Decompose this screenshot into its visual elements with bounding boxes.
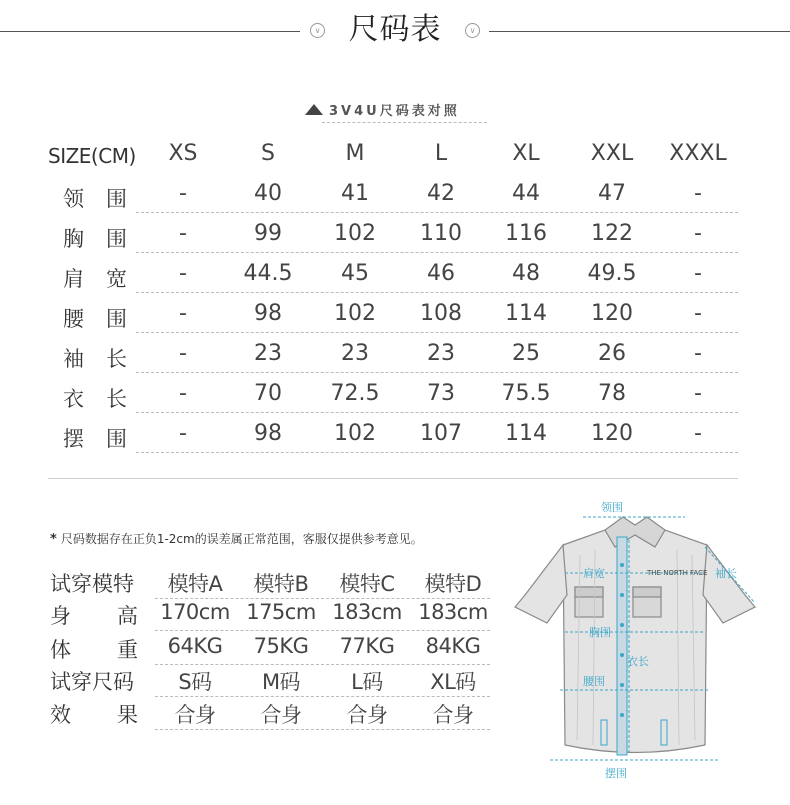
size-value-cell: 107 bbox=[420, 421, 462, 446]
row-label-char: 肩 bbox=[63, 267, 84, 291]
size-table-row bbox=[48, 295, 738, 335]
label-shoulder: 肩宽 bbox=[583, 567, 605, 580]
size-value-cell: - bbox=[179, 341, 187, 366]
row-dashed-rule bbox=[136, 292, 738, 293]
row-label-char: 身 bbox=[50, 604, 71, 628]
row-label-char: 果 bbox=[117, 703, 138, 727]
size-value-cell: 23 bbox=[427, 341, 455, 366]
size-table-row bbox=[48, 375, 738, 415]
label-length: 衣长 bbox=[627, 655, 649, 668]
row-label-char: 胸 bbox=[63, 227, 84, 251]
label-collar: 领围 bbox=[601, 501, 623, 514]
header-rule-left bbox=[0, 31, 300, 32]
size-header-cell: XXL bbox=[590, 141, 634, 166]
size-value-cell: 25 bbox=[512, 341, 540, 366]
size-value-cell: 23 bbox=[254, 341, 282, 366]
row-label-char: 袖 bbox=[63, 347, 84, 371]
row-dashed-rule bbox=[136, 372, 738, 373]
size-header-cell: M bbox=[345, 141, 365, 166]
label-sleeve: 袖长 bbox=[715, 567, 737, 580]
size-value-cell: 47 bbox=[598, 181, 626, 206]
model-table-row bbox=[50, 664, 490, 697]
model-value-cell: 合身 bbox=[346, 703, 388, 727]
row-dashed-rule bbox=[136, 212, 738, 213]
size-header-cell: S bbox=[261, 141, 275, 166]
size-value-cell: 72.5 bbox=[330, 381, 380, 406]
size-value-cell: 48 bbox=[512, 261, 540, 286]
size-header-cell: L bbox=[434, 141, 448, 166]
row-label-char: 高 bbox=[117, 604, 138, 628]
row-label-char: 长 bbox=[106, 387, 127, 411]
size-table-row bbox=[48, 215, 738, 255]
row-label-char: 围 bbox=[106, 227, 127, 251]
size-header-cell: XXXL bbox=[669, 141, 727, 166]
model-value-cell: S码 bbox=[178, 670, 212, 694]
size-value-cell: - bbox=[179, 221, 187, 246]
row-label-char: 体 bbox=[50, 638, 71, 662]
row-label-char: 宽 bbox=[106, 267, 127, 291]
model-table-row bbox=[50, 697, 490, 730]
size-value-cell: 70 bbox=[254, 381, 282, 406]
size-value-cell: 110 bbox=[420, 221, 462, 246]
model-value-cell: 模特B bbox=[253, 572, 309, 596]
size-value-cell: 40 bbox=[254, 181, 282, 206]
row-label-char: 腰 bbox=[63, 307, 84, 331]
size-value-cell: 102 bbox=[334, 421, 376, 446]
row-label-char: 重 bbox=[117, 638, 138, 662]
shirt-measurement-diagram bbox=[505, 495, 785, 795]
model-value-cell: 模特D bbox=[424, 572, 482, 596]
section-divider bbox=[48, 478, 738, 479]
size-table-row bbox=[48, 335, 738, 375]
row-dashed-rule bbox=[136, 332, 738, 333]
size-value-cell: 73 bbox=[427, 381, 455, 406]
size-value-cell: 102 bbox=[334, 301, 376, 326]
size-value-cell: - bbox=[694, 221, 702, 246]
row-label-char: 试穿尺码 bbox=[50, 670, 134, 694]
chevron-down-icon: ∨ bbox=[465, 23, 480, 38]
header-rule-right bbox=[489, 31, 790, 32]
model-value-cell: 183cm bbox=[332, 600, 402, 624]
note-text: 尺码数据存在正负1-2cm的误差属正常范围，客服仅提供参考意见。 bbox=[60, 532, 423, 546]
model-value-cell: XL码 bbox=[430, 670, 476, 694]
size-value-cell: 98 bbox=[254, 301, 282, 326]
size-value-cell: - bbox=[179, 261, 187, 286]
model-value-cell: 合身 bbox=[260, 703, 302, 727]
size-value-cell: 99 bbox=[254, 221, 282, 246]
label-chest: 胸围 bbox=[589, 626, 611, 639]
shirt-illustration bbox=[505, 495, 785, 795]
size-value-cell: 26 bbox=[598, 341, 626, 366]
size-value-cell: 122 bbox=[591, 221, 633, 246]
page-title: 尺码表 bbox=[348, 12, 442, 47]
size-header-cell: XL bbox=[512, 141, 540, 166]
model-value-cell: L码 bbox=[351, 670, 383, 694]
size-table-row bbox=[48, 255, 738, 295]
size-value-cell: 78 bbox=[598, 381, 626, 406]
size-table-header bbox=[48, 135, 738, 175]
row-label-char: 摆 bbox=[63, 427, 84, 451]
note-asterisk: * bbox=[50, 532, 57, 547]
model-value-cell: 模特A bbox=[167, 572, 223, 596]
row-label-char: 围 bbox=[106, 307, 127, 331]
model-value-cell: 75KG bbox=[253, 634, 309, 658]
size-value-cell: - bbox=[694, 421, 702, 446]
row-label-char: 围 bbox=[106, 427, 127, 451]
model-value-cell: 64KG bbox=[167, 634, 223, 658]
model-value-cell: 77KG bbox=[339, 634, 395, 658]
model-value-cell: 183cm bbox=[418, 600, 488, 624]
model-value-cell: 合身 bbox=[174, 703, 216, 727]
model-value-cell: 175cm bbox=[246, 600, 316, 624]
row-dashed-rule bbox=[136, 252, 738, 253]
row-dashed-rule bbox=[155, 630, 490, 631]
row-label-char: 衣 bbox=[63, 387, 84, 411]
model-value-cell: M码 bbox=[261, 670, 301, 694]
model-value-cell: 模特C bbox=[339, 572, 395, 596]
size-value-cell: 116 bbox=[505, 221, 547, 246]
size-value-cell: 120 bbox=[591, 301, 633, 326]
size-value-cell: 102 bbox=[334, 221, 376, 246]
size-value-cell: - bbox=[179, 421, 187, 446]
size-value-cell: - bbox=[179, 181, 187, 206]
size-value-cell: 98 bbox=[254, 421, 282, 446]
row-label-char: 围 bbox=[106, 187, 127, 211]
size-value-cell: 44.5 bbox=[243, 261, 293, 286]
model-table-row bbox=[50, 566, 490, 599]
subtitle-text: 3V4U尺码表对照 bbox=[329, 104, 460, 119]
size-value-cell: 45 bbox=[341, 261, 369, 286]
model-table-row bbox=[50, 632, 490, 665]
row-label-char: 效 bbox=[50, 703, 71, 727]
row-dashed-rule bbox=[136, 412, 738, 413]
mountain-icon bbox=[305, 104, 323, 115]
size-value-cell: - bbox=[694, 261, 702, 286]
size-value-cell: 120 bbox=[591, 421, 633, 446]
model-table-row bbox=[50, 598, 490, 631]
size-table-corner: SIZE(CM) bbox=[48, 144, 136, 168]
size-value-cell: - bbox=[179, 381, 187, 406]
row-label-char: 长 bbox=[106, 347, 127, 371]
model-value-cell: 合身 bbox=[432, 703, 474, 727]
subtitle-underline bbox=[322, 122, 487, 123]
size-value-cell: 114 bbox=[505, 301, 547, 326]
size-table-row bbox=[48, 415, 738, 455]
size-value-cell: 46 bbox=[427, 261, 455, 286]
section-subtitle bbox=[305, 100, 460, 119]
row-dashed-rule bbox=[155, 729, 490, 730]
chevron-down-icon: ∨ bbox=[310, 23, 325, 38]
label-waist: 腰围 bbox=[583, 675, 605, 688]
svg-text:THE NORTH FACE: THE NORTH FACE bbox=[647, 569, 708, 577]
size-value-cell: 114 bbox=[505, 421, 547, 446]
size-value-cell: 23 bbox=[341, 341, 369, 366]
model-value-cell: 170cm bbox=[160, 600, 230, 624]
label-hem: 摆围 bbox=[605, 767, 627, 780]
model-value-cell: 84KG bbox=[425, 634, 481, 658]
size-value-cell: - bbox=[694, 341, 702, 366]
size-table-row bbox=[48, 175, 738, 215]
row-dashed-rule bbox=[136, 452, 738, 453]
row-label-char: 试穿模特 bbox=[50, 572, 134, 596]
size-value-cell: 44 bbox=[512, 181, 540, 206]
size-header-cell: XS bbox=[168, 141, 198, 166]
size-value-cell: - bbox=[694, 181, 702, 206]
row-label-char: 领 bbox=[63, 187, 84, 211]
size-value-cell: 49.5 bbox=[587, 261, 637, 286]
size-note bbox=[50, 530, 423, 547]
size-value-cell: 75.5 bbox=[501, 381, 551, 406]
size-value-cell: 41 bbox=[341, 181, 369, 206]
size-value-cell: 108 bbox=[420, 301, 462, 326]
size-value-cell: 42 bbox=[427, 181, 455, 206]
size-value-cell: - bbox=[179, 301, 187, 326]
size-value-cell: - bbox=[694, 381, 702, 406]
size-value-cell: - bbox=[694, 301, 702, 326]
